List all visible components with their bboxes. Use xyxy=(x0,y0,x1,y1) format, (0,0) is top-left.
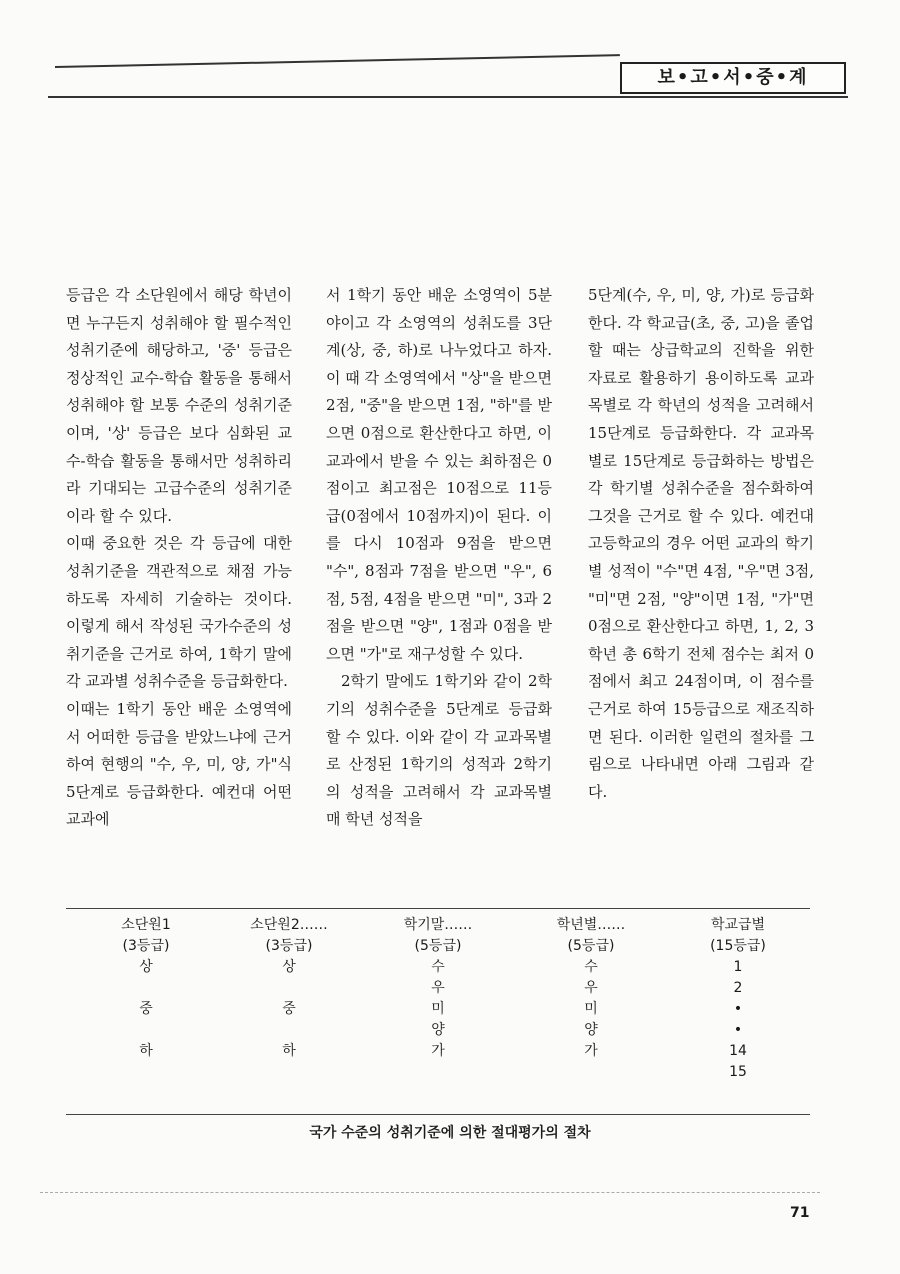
figure-header: 소단원2…… xyxy=(250,917,328,933)
figure-cell xyxy=(76,1020,216,1041)
page-number: 71 xyxy=(790,1205,810,1221)
figure-cell: 양 xyxy=(584,1022,598,1038)
figure-cell: 수 xyxy=(584,959,598,975)
figure-subheader: (3등급) xyxy=(265,938,313,954)
header-rule-lower xyxy=(48,96,848,98)
figure-cell: 중 xyxy=(282,1001,296,1017)
figure-subheader: (5등급) xyxy=(567,938,615,954)
figure-cell: 미 xyxy=(584,1001,598,1017)
figure-subheader: (3등급) xyxy=(122,938,170,954)
figure-cell xyxy=(76,978,216,999)
figure-header: 학기말…… xyxy=(403,917,473,933)
figure-cell: 중 xyxy=(139,1001,153,1017)
figure-cell: 미 xyxy=(431,1001,445,1017)
figure-cell: 수 xyxy=(431,959,445,975)
figure-cell: 15 xyxy=(729,1064,747,1080)
figure-cell xyxy=(368,1062,508,1083)
footer-rule xyxy=(40,1192,820,1194)
paragraph: 5단계(수, 우, 미, 양, 가)로 등급화한다. 각 학교급(초, 중, 고)을 졸업할 때는 상급학교의 진학을 위한 자료로 활용하기 용이하도록 교과목별로 각 학년의 성적을 고려해서 15단계로 등급화한다. 각 교과목별로 15단계로 등급화하는 방법은 각 학기별 성취수준을 점수화하여 그것을 근거로 할 수 있다. 예컨대 고등학교의 경우 어떤 교과의 학기별 성적이 "수"면 4점, "우"면 3점, "미"면 2점, "양"이면 1점, "가"면 0점으로 환산한다고 하면, 1, 2, 3학년 총 6학기 전체 점수는 최저 0점에서 최고 24점이며, 이 점수를 근거로 하여 15등급으로 재조직하면 된다. 이러한 일련의 절차를 그림으로 나타내면 아래 그림과 같다. xyxy=(588,286,814,801)
figure-cell: • xyxy=(733,1001,743,1017)
figure-cell: 14 xyxy=(729,1043,747,1059)
figure-cell: 하 xyxy=(139,1043,153,1059)
figure-header: 학교급별 xyxy=(710,917,766,933)
paragraph: 이때 중요한 것은 각 등급에 대한 성취기준을 객관적으로 채점 가능하도록 자세히 기술하는 것이다. 이렇게 해서 작성된 국가수준의 성취기준을 근거로 하여, 1학기 말에 각 교과별 성취수준을 등급화한다. xyxy=(66,534,292,691)
paragraph: 2학기 말에도 1학기와 같이 2학기의 성취수준을 5단계로 등급화할 수 있다. 이와 같이 각 교과목별로 산정된 1학기의 성적과 2학기의 성적을 고려해서 각 교과목별 매 학년 성적을 xyxy=(326,672,552,829)
figure-column-unit2 xyxy=(219,915,359,1083)
procedure-figure xyxy=(66,908,810,1115)
text-column-3 xyxy=(588,282,814,806)
figure-column-semester xyxy=(368,915,508,1083)
figure-cell: 우 xyxy=(584,980,598,996)
figure-cell: 상 xyxy=(139,959,153,975)
figure-cell xyxy=(219,978,359,999)
paragraph: 이때는 1학기 동안 배운 소영역에서 어떠한 등급을 받았느냐에 근거하여 현행의 "수, 우, 미, 양, 가"식 5단계로 등급화한다. 예컨대 어떤 교과에 xyxy=(66,699,292,829)
figure-subheader: (15등급) xyxy=(710,938,766,954)
figure-cell: 상 xyxy=(282,959,296,975)
figure-header: 학년별…… xyxy=(556,917,626,933)
figure-cell: 하 xyxy=(282,1043,296,1059)
text-column-2 xyxy=(326,282,552,834)
header-rule-upper xyxy=(55,54,620,68)
figure-cell: 1 xyxy=(733,959,743,975)
paragraph: 등급은 각 소단원에서 해당 학년이면 누구든지 성취해야 할 필수적인 성취기준에 해당하고, '중' 등급은 정상적인 교수-학습 활동을 통해서 성취해야 할 보통 수준의 성취기준이며, '상' 등급은 보다 심화된 교수-학습 활동을 통해서만 성취하리라 기대되는 고급수준의 성취기준이라 할 수 있다. xyxy=(66,286,292,525)
figure-cell: 가 xyxy=(584,1043,598,1059)
text-column-1 xyxy=(66,282,292,834)
figure-cell: 양 xyxy=(431,1022,445,1038)
figure-cell: • xyxy=(733,1022,743,1038)
figure-cell xyxy=(219,1020,359,1041)
figure-subheader: (5등급) xyxy=(414,938,462,954)
figure-cell xyxy=(521,1062,661,1083)
figure-header: 소단원1 xyxy=(121,917,171,933)
figure-cell xyxy=(219,1062,359,1083)
figure-cell: 2 xyxy=(733,980,743,996)
figure-column-year xyxy=(521,915,661,1083)
figure-column-unit1 xyxy=(76,915,216,1083)
figure-column-school xyxy=(668,915,808,1083)
figure-cell: 우 xyxy=(431,980,445,996)
paragraph: 서 1학기 동안 배운 소영역이 5분야이고 각 소영역의 성취도를 3단계(상, 중, 하)로 나누었다고 하자. 이 때 각 소영역에서 "상"을 받으면 2점, "중"을 받으면 1점, "하"를 받으면 0점으로 환산한다고 하면, 이 교과에서 받을 수 있는 최하점은 0점이고 최고점은 10점으로 11등급(0점에서 10점까지)이 된다. 이를 다시 10점과 9점을 받으면 "수", 8점과 7점을 받으면 "우", 6점, 5점, 4점을 받으면 "미", 3과 2점을 받으면 "양", 1점과 0점을 받으면 "가"로 재구성할 수 있다. xyxy=(326,286,553,663)
figure-cell xyxy=(76,1062,216,1083)
figure-caption: 국가 수준의 성취기준에 의한 절대평가의 절차 xyxy=(309,1125,591,1141)
figure-cell: 가 xyxy=(431,1043,445,1059)
section-title: 보•고•서•중•계 xyxy=(620,62,846,94)
